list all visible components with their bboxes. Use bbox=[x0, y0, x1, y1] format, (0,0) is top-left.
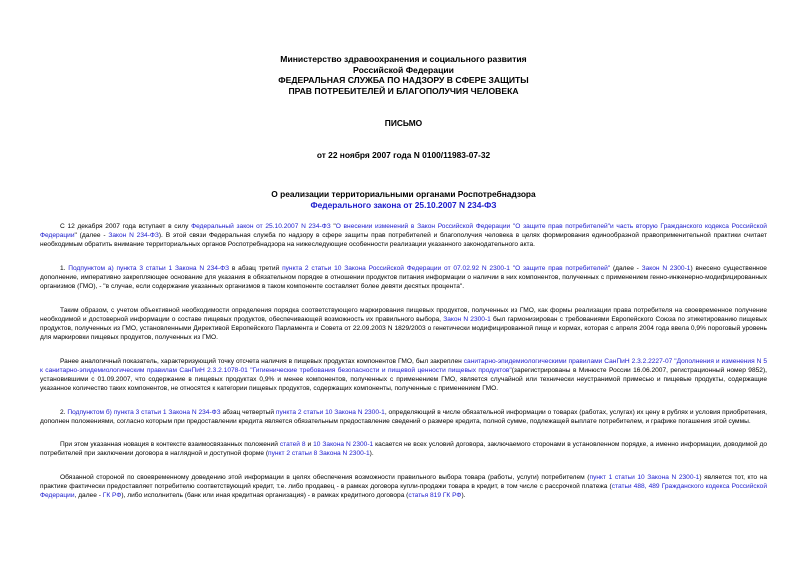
subject-line2: Федерального закона от 25.10.2007 N 234-ФЗ bbox=[310, 199, 497, 210]
link-sanpin-rules[interactable]: санитарно-эпидемиологическими правилами СанПиН 2.3.2.2227-07 "Дополнения и изменения N 5 к санитарно-эпидемиологическим правилам СанПиН 2.3.2.1078-01 "Гигиенические требования безопасности и пищевой ценности пищевых продуктов" bbox=[40, 357, 767, 374]
link-point2-article8[interactable]: пункт 2 статьи 8 Закона N 2300-1 bbox=[268, 450, 370, 458]
letter-body bbox=[40, 222, 767, 515]
link-civil-code-short[interactable]: ГК РФ bbox=[102, 492, 122, 500]
ministry-name: Министерство здравоохранения и социального развития bbox=[280, 54, 527, 64]
link-law-2300[interactable]: Закон N 2300-1 bbox=[443, 315, 491, 323]
link-law-2300-point2-art10[interactable]: пункта 2 статьи 10 Закона N 2300-1 bbox=[275, 408, 385, 416]
link-law-2300-short[interactable]: Закон N 2300-1 bbox=[641, 264, 691, 272]
link-subparagraph-a[interactable]: Подпунктом а) пункта 3 статьи 1 Закона N 234-ФЗ bbox=[68, 264, 230, 272]
link-point1-article10[interactable]: пункт 1 статьи 10 Закона N 2300-1 bbox=[589, 473, 700, 481]
paragraph-7: Обязанной стороной по своевременному доведению этой информации в целях обеспечения возможности правильного выбора товара (работы, услуги) потребителем (пункт 1 статьи 10 Закона N 2300-1) является тот, кто на практике фактически предоставляет потребителю соответствующий кредит, т.е. либо продавец - в рамках договора купли-продажи товара в кредит, в том числе с рассрочкой платежа (статьи 488, 489 Гражданского кодекса Российской Федерации, далее - ГК РФ), либо исполнитель (банк или иная кредитная организация) - в рамках кредитного договора (статья 819 ГК РФ). bbox=[40, 473, 768, 500]
paragraph-1: С 12 декабря 2007 года вступает в силу Федеральный закон от 25.10.2007 N 234-ФЗ "О внесении изменений в Закон Российской Федерации "О защите прав потребителей"и часть вторую Гражданского кодекса Российской Федерации" (далее - Закон N 234-ФЗ). В этой связи Федеральная служба по надзору в сфере защиты прав потребителей и благополучия человека в целях формирования единообразной правоприменительной практики считает необходимым обратить внимание территориальных органов Роспотребнадзора на нижеследующие особенности реализации указанного законодательного акта. bbox=[40, 223, 767, 249]
link-law-amendment-title[interactable]: О внесении изменений в Закон Российской Федерации "О защите прав потребителей"и часть вторую Гражданского кодекса Российской Федерации bbox=[40, 223, 767, 240]
link-article-819[interactable]: статья 819 ГК РФ bbox=[408, 492, 462, 500]
subject-line1: О реализации территориальными органами Роспотребнадзора bbox=[271, 189, 536, 199]
paragraph-4: Ранее аналогичный показатель, характеризующий точку отсчета наличия в пищевых продуктах компонентов ГМО, был закреплен санитарно-эпидемиологическими правилами СанПиН 2.3.2.2227-07 "Дополнения и изменения N 5 к санитарно-эпидемиологическим правилам СанПиН 2.3.2.1078-01 "Гигиенические требования безопасности и пищевой ценности пищевых продуктов"(зарегистрированы в Минюсте России 16.06.2007, регистрационный номер 9852), установившими с 01.09.2007, что содержание в пищевых продуктах 0,9% и менее компонентов, полученных с применением ГМО, является случайной или технически неустранимой примесью и пищевые продукты, содержащие указанное количество таких компонентов, не относятся к категории пищевых продуктов, содержащих компоненты, полученные с применением ГМО. bbox=[40, 357, 767, 393]
letter-type: ПИСЬМО bbox=[384, 118, 423, 128]
link-subparagraph-b[interactable]: Подпунктом б) пункта 3 статьи 1 Закона N 234-ФЗ bbox=[67, 408, 221, 416]
link-law-234-short[interactable]: Закон N 234-ФЗ bbox=[108, 232, 159, 240]
service-name-line2: ПРАВ ПОТРЕБИТЕЛЕЙ И БЛАГОПОЛУЧИЯ ЧЕЛОВЕКА bbox=[288, 85, 519, 96]
paragraph-3: Таким образом, с учетом объективной необходимости определения порядка соответствующего маркирования пищевых продуктов, полученных из ГМО, как формы реализации права потребителя на своевременное получение необходимой и достоверной информации о составе пищевых продуктов, обеспечивающей возможность их правильного выбора, Закон N 2300-1 был гармонизирован с требованиями Европейского Союза по этикетированию пищевых продуктов, полученных из ГМО, установленными Директивой Европейского Парламента и Совета от 22.09.2003 N 1829/2003 о генетически модифицированной пище и кормах, которая с апреля 2004 года ввела 0,9% пороговый уровень для маркировки пищевых продуктов, полученных из ГМО. bbox=[40, 306, 767, 342]
paragraph-6: При этом указанная новация в контексте взаимосвязанных положений статей 8 и 10 Закона N 2300-1 касается не всех условий договора, заключаемого сторонами в установленном порядке, а именно информации, доводимой до потребителей при заключении договора в наглядной и доступной форме (пункт 2 статьи 8 Закона N 2300-1). bbox=[40, 441, 767, 458]
link-consumer-law-point2[interactable]: пункта 2 статьи 10 Закона Российской Федерации от 07.02.92 N 2300-1 "О защите прав потребителей" bbox=[282, 264, 611, 272]
country-name: Российской Федерации bbox=[353, 64, 454, 75]
paragraph-2: 1. Подпунктом а) пункта 3 статьи 1 Закона N 234-ФЗ в абзац третий пункта 2 статьи 10 Закона Российской Федерации от 07.02.92 N 2300-1 "О защите прав потребителей" (далее - Закон N 2300-1) внесено существенное дополнение, императивно закрепляющее основание для указания в обязательном порядке в отношении продуктов питания информации о наличии в них компонентов, полученных с применением генно-инженерно-модифицированных организмов (ГМО), - "в случае, если содержание указанных организмов в таком компоненте составляет более девяти десятых процента". bbox=[40, 264, 767, 291]
link-civil-code-488-489[interactable]: статьи 488, 489 Гражданского кодекса Российской Федерации bbox=[40, 482, 768, 500]
document-header bbox=[0, 54, 807, 96]
paragraph-5: 2. Подпунктом б) пункта 3 статьи 1 Закона N 234-ФЗ абзац четвертый пункта 2 статьи 10 Закона N 2300-1, определяющий в числе обязательной информации о товарах (работах, услугах) их цену в рублях и условия приобретения, дополнен положениями, согласно которым при предоставлении кредита является обязательным предоставление сведений о размере кредита, полной сумме, подлежащей выплате потребителем, и графике погашения этой суммы. bbox=[40, 408, 767, 425]
service-name-line1: ФЕДЕРАЛЬНАЯ СЛУЖБА ПО НАДЗОРУ В СФЕРЕ ЗАЩИТЫ bbox=[278, 75, 529, 85]
link-federal-law-234[interactable]: Федеральный закон от 25.10.2007 N 234-ФЗ bbox=[191, 223, 331, 230]
letter-date: от 22 ноября 2007 года N 0100/11983-07-32 bbox=[316, 150, 491, 160]
link-article-10-law-2300[interactable]: 10 Закона N 2300-1 bbox=[313, 441, 374, 449]
link-article-8[interactable]: статей 8 bbox=[279, 441, 306, 449]
letter-subject bbox=[0, 189, 807, 210]
